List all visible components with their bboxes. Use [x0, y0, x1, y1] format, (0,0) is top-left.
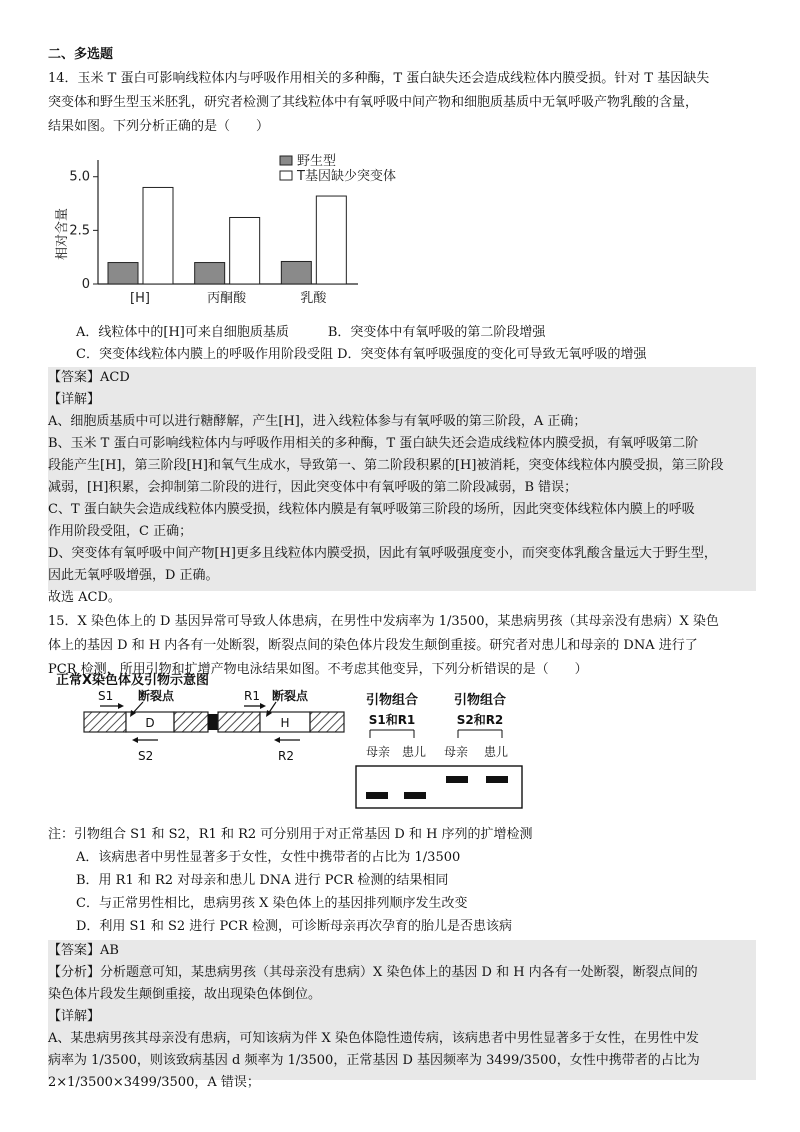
q14-bar-chart	[48, 144, 468, 314]
bar-mutant	[143, 187, 173, 284]
lane-label-patient: 患儿	[483, 745, 509, 759]
gel-band	[446, 776, 468, 783]
break-point-label: 断裂点	[138, 689, 175, 703]
q14-stem-line: 突变体和野生型玉米胚乳，研究者检测了其线粒体中有氧呼吸中间产物和细胞质基质中无氧呼吸产物乳酸的含量，	[48, 95, 699, 110]
q14-answer: 【答案】ACD	[48, 370, 130, 385]
gene-d-label: D	[145, 716, 155, 730]
gel-frame	[356, 766, 522, 808]
x-tick-label: 乳酸	[300, 291, 327, 306]
q15-option-line: B．用 R1 和 R2 对母亲和患儿 DNA 进行 PCR 检测的结果相同	[76, 873, 449, 888]
legend-swatch-wild	[280, 156, 292, 165]
q15-note: 注：引物组合 S1 和 S2，R1 和 R2 可分别用于对正常基因 D 和 H 序列的扩增检测	[48, 827, 533, 842]
q15-analysis-line: 【分析】分析题意可知，某患病男孩（其母亲没有患病）X 染色体上的基因 D 和 H 内各有一处断裂，断裂点间的	[48, 965, 698, 980]
lane-label-patient: 患儿	[401, 745, 427, 759]
q15-stem-line: 15．X 染色体上的 D 基因异常可导致人体患病，在男性中发病率为 1/3500，某患病男孩（其母亲没有患病）X 染色	[48, 614, 719, 629]
q15-detail-line: 2×1/3500×3499/3500，A 错误；	[48, 1075, 260, 1090]
combo1-title: 引物组合	[365, 693, 419, 708]
q15-stem-line: PCR 检测，所用引物和扩增产物电泳结果如图。不考虑其他变异，下列分析错误的是（ ）	[48, 662, 588, 677]
figure-title: 正常X染色体及引物示意图	[56, 673, 210, 688]
q14-detail-line: A、细胞质基质中可以进行糖酵解，产生[H]，进入线粒体参与有氧呼吸的第三阶段，A 正确；	[48, 414, 587, 429]
centromere	[208, 714, 218, 730]
q15-detail-line: 病率为 1/3500，则该致病基因 d 频率为 1/3500，正常基因 D 基因频率为 3499/3500，女性中携带者的占比为	[48, 1053, 700, 1068]
q14-detail-line: D、突变体有氧呼吸中间产物[H]更多且线粒体内膜受损，因此有氧呼吸强度变小，而突变体乳酸含量远大于野生型，	[48, 546, 717, 561]
q14-detail-line: C、T 蛋白缺失会造成线粒体内膜受损，线粒体内膜是有氧呼吸第三阶段的场所，因此突变体线粒体内膜上的呼吸	[48, 502, 695, 517]
arrow-left-icon	[132, 737, 138, 743]
q14-stem-line: 14．玉米 T 蛋白可影响线粒体内与呼吸作用相关的多种酶，T 蛋白缺失还会造成线粒体内膜受损。针对 T 基因缺失	[48, 71, 710, 86]
section-title: 二、多选题	[48, 47, 114, 62]
primer-s1-label: S1	[98, 689, 114, 703]
q15-option-line: C．与正常男性相比，患病男孩 X 染色体上的基因排列顺序发生改变	[76, 896, 468, 911]
q15-answer: 【答案】AB	[48, 943, 119, 958]
bar-wild	[108, 263, 138, 284]
gel-band	[486, 776, 508, 783]
gel-electrophoresis-figure	[352, 688, 532, 812]
y-axis-label: 相对含量	[55, 207, 70, 261]
chromosome-primer-diagram	[48, 662, 368, 772]
arrow-left-icon	[274, 737, 280, 743]
primer-r2-label: R2	[278, 749, 294, 763]
gel-band	[404, 792, 426, 799]
q15-option-line: A．该病患者中男性显著多于女性，女性中携带者的占比为 1/3500	[76, 850, 461, 865]
legend-label-mutant: T基因缺少突变体	[297, 169, 396, 184]
q15-detail-title: 【详解】	[48, 1009, 101, 1024]
arrow-right-icon	[118, 703, 124, 709]
combo1-sub: S1和R1	[368, 713, 416, 727]
gene-h-label: H	[280, 716, 290, 730]
bar-wild	[195, 263, 225, 284]
lane-label-mother: 母亲	[365, 745, 391, 759]
bar-mutant	[316, 196, 346, 284]
break-point-label: 断裂点	[272, 689, 309, 703]
gel-band	[366, 792, 388, 799]
y-tick-label: 5.0	[69, 169, 90, 185]
x-tick-label: [H]	[130, 291, 150, 306]
q14-detail-title: 【详解】	[48, 392, 101, 407]
q14-option-line: A．线粒体中的[H]可来自细胞质基质 B．突变体中有氧呼吸的第二阶段增强	[76, 325, 546, 340]
q14-detail-line: B、玉米 T 蛋白可影响线粒体内与呼吸作用相关的多种酶，T 蛋白缺失还会造成线粒体内膜受损，有氧呼吸第二阶	[48, 436, 699, 451]
lane-label-mother: 母亲	[443, 745, 469, 759]
q14-detail-line: 减弱，[H]积累，会抑制第二阶段的进行，因此突变体中有氧呼吸的第二阶段减弱，B 错误；	[48, 480, 578, 495]
q14-detail-line: 段能产生[H]，第三阶段[H]和氧气生成水，导致第一、第二阶段积累的[H]被消耗，突变体线粒体内膜受损，第三阶段	[48, 458, 724, 473]
q15-detail-line: A、某患病男孩其母亲没有患病，可知该病为伴 X 染色体隐性遗传病，该病患者中男性显著多于女性，在男性中发	[48, 1031, 699, 1046]
combo2-title: 引物组合	[453, 693, 507, 708]
y-tick-label: 2.5	[69, 223, 90, 239]
q14-conclusion: 故选 ACD。	[48, 590, 121, 605]
q14-stem-line: 结果如图。下列分析正确的是（ ）	[48, 119, 270, 134]
q15-option-line: D．利用 S1 和 S2 进行 PCR 检测，可诊断母亲再次孕育的胎儿是否患该病	[76, 919, 513, 934]
q15-analysis-line: 染色体片段发生颠倒重接，故出现染色体倒位。	[48, 987, 322, 1002]
y-tick-label: 0	[81, 277, 90, 292]
arrow-right-icon	[260, 703, 266, 709]
bar-wild	[281, 261, 311, 284]
combo2-sub: S2和R2	[456, 713, 504, 727]
primer-r1-label: R1	[244, 689, 260, 703]
q14-detail-line: 作用阶段受阻，C 正确；	[48, 524, 193, 539]
q15-stem-line: 体上的基因 D 和 H 内各有一处断裂，断裂点间的染色体片段发生颠倒重接。研究者对患儿和母亲的 DNA 进行了	[48, 638, 698, 653]
q14-option-line: C．突变体线粒体内膜上的呼吸作用阶段受阻 D．突变体有氧呼吸强度的变化可导致无氧呼吸的增强	[76, 347, 647, 362]
bar-mutant	[230, 217, 260, 284]
q14-detail-line: 因此无氧呼吸增强，D 正确。	[48, 568, 219, 583]
legend-label-wild: 野生型	[297, 154, 337, 169]
x-tick-label: 丙酮酸	[207, 291, 247, 306]
primer-s2-label: S2	[138, 749, 154, 763]
legend-swatch-mutant	[280, 171, 292, 180]
